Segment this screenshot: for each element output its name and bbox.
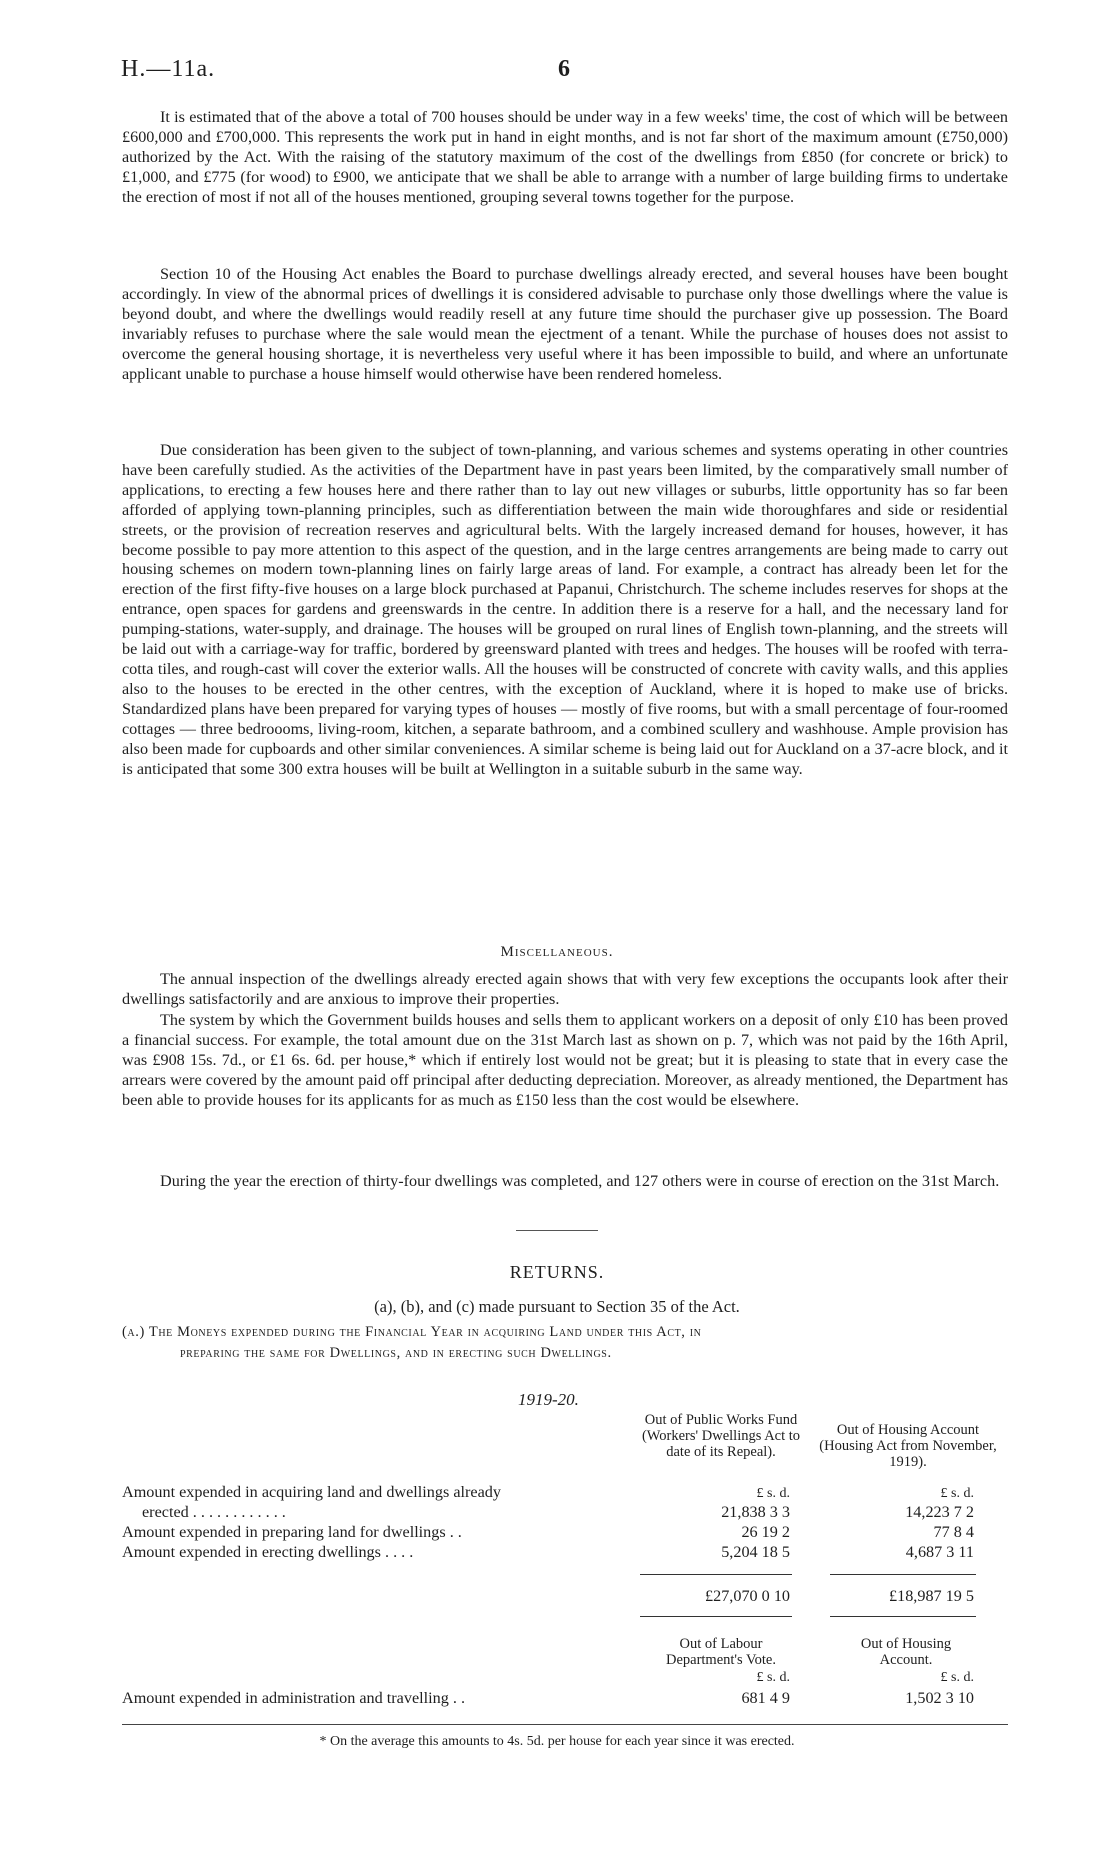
table-cell: 681 4 9 — [741, 1689, 790, 1707]
paragraph-system: The system by which the Government builds houses and sells them to applicant workers on a deposit of only £10 has been proved a financial success. For example, the total amount due on the 31st March last as shown on p. 7, which was not paid by the 16th April, was £908 15s. 7d., or £1 6s. 6d. per house,* which if entirely lost would not be great; but it is pleasing to state that in every case the arrears were covered by the amount paid off principal after deducting depreciation. Moreover, as already mentioned, the Department has been able to provide houses for its applicants for as much as £150 less than the cost would be elsewhere. — [122, 1011, 1008, 1109]
returns-subheading: (a), (b), and (c) made pursuant to Section 35 of the Act. — [374, 1297, 740, 1316]
table-year: 1919-20. — [518, 1390, 579, 1409]
paragraph-section-10: Section 10 of the Housing Act enables the Board to purchase dwellings already erected, and several houses have been bought accordingly. In view of the abnormal prices of dwellings it is considered advisable to purchase only those dwellings where the value is beyond doubt, and where the dwellings would readily resell at any future time should the purchaser give up possession. The Board invariably refuses to purchase where the sale would mean the ejectment of a tenant. While the purchase of houses does not assist to overcome the general housing shortage, it is nevertheless very useful where it has been impossible to build, and where an unfortunate applicant unable to purchase a house himself would otherwise have been rendered homeless. — [122, 265, 1008, 383]
table-rule — [640, 1616, 792, 1617]
table-cell: 77 8 4 — [933, 1523, 974, 1541]
table-cell: 4,687 3 11 — [905, 1543, 974, 1561]
table-cell: 14,223 7 2 — [905, 1503, 974, 1521]
footnote: * On the average this amounts to 4s. 5d. per house for each year since it was erected. — [319, 1734, 795, 1749]
column-header-housing-account-2: Out of Housing Account. — [860, 1636, 952, 1668]
section-heading-miscellaneous: Miscellaneous. — [500, 944, 614, 960]
table-row-label: Amount expended in administration and travelling . . — [122, 1689, 466, 1707]
units-label: £ s. d. — [756, 1486, 790, 1501]
table-row-label: Amount expended in erecting dwellings . . . . — [122, 1543, 414, 1561]
table-row-label: Amount expended in acquiring land and dwellings already — [122, 1483, 501, 1501]
document-code: H.—11a. — [121, 56, 216, 82]
divider — [516, 1230, 598, 1231]
table-rule — [830, 1616, 976, 1617]
table-rule — [640, 1574, 792, 1575]
paragraph-inspection: The annual inspection of the dwellings already erected again shows that with very few exceptions the occupants look after their dwellings satisfactorily and are anxious to improve their properties. — [122, 970, 1008, 1008]
column-header-labour-vote: Out of Labour Department's Vote. — [665, 1636, 776, 1668]
table-total: £27,070 0 10 — [705, 1587, 790, 1605]
table-total: £18,987 19 5 — [889, 1587, 974, 1605]
column-header-housing-account: Out of Housing Account (Housing Act from November, 1919). — [819, 1422, 997, 1470]
units-label: £ s. d. — [940, 1670, 974, 1685]
table-cell: 1,502 3 10 — [905, 1689, 974, 1707]
page-number: 6 — [558, 56, 570, 82]
units-label: £ s. d. — [940, 1486, 974, 1501]
units-label: £ s. d. — [756, 1670, 790, 1685]
table-cell: 5,204 18 5 — [721, 1543, 790, 1561]
footnote-rule — [122, 1724, 1008, 1725]
table-rule — [830, 1574, 976, 1575]
paragraph-estimate: It is estimated that of the above a total of 700 houses should be under way in a few weeks' time, the cost of which will be between £600,000 and £700,000. This represents the work put in hand in eight months, and is not far short of the maximum amount (£750,000) authorized by the Act. With the raising of the statutory maximum of the cost of the dwellings from £850 (for concrete or brick) to £1,000, and £775 (for wood) to £900, we anticipate that we shall be able to arrange with a number of large building firms to undertake the erection of most if not all of the houses mentioned, grouping several towns together for the purpose. — [122, 108, 1008, 206]
table-row-label: erected . . . . . . . . . . . . — [142, 1503, 286, 1521]
returns-heading: RETURNS. — [509, 1262, 605, 1282]
table-cell: 26 19 2 — [741, 1523, 790, 1541]
returns-section-a-title: (a.) The Moneys expended during the Financial Year in acquiring Land under this Act, in preparing the same for Dwellings, and in erecting such Dwellings. — [122, 1324, 702, 1361]
table-row-label: Amount expended in preparing land for dwellings . . — [122, 1523, 462, 1541]
column-header-public-works: Out of Public Works Fund (Workers' Dwellings Act to date of its Repeal). — [641, 1412, 801, 1460]
paragraph-erection: During the year the erection of thirty-four dwellings was completed, and 127 others were in course of erection on the 31st March. — [160, 1172, 1000, 1190]
table-cell: 21,838 3 3 — [721, 1503, 790, 1521]
paragraph-town-planning: Due consideration has been given to the subject of town-planning, and various schemes and systems operating in other countries have been carefully studied. As the activities of the Department have in past years been limited, by the comparatively small number of applications, to erecting a few houses here and there rather than to lay out new villages or suburbs, little opportunity has so far been afforded of applying town-planning principles, such as differentiation between the main wide thoroughfares and side or residential streets, or the provision of recreation reserves and agricultural belts. With the largely increased demand for houses, however, it has become possible to pay more attention to this aspect of the question, and in the large centres arrangements are being made to carry out housing schemes on modern town-planning lines on fairly large areas of land. For example, a contract has already been let for the erection of the first fifty-five houses on a large block purchased at Papanui, Christchurch. The scheme includes reserves for shops at the entrance, open spaces for gardens and greenswards in the centre. In addition there is a reserve for a hall, and the necessary land for pumping-stations, water-supply, and drainage. The houses will be grouped on rural lines of English town-planning, and the streets will be laid out with a carriage-way for traffic, bordered by greensward planted with trees and hedges. The houses will be roofed with terra-cotta tiles, and rough-cast will cover the exterior walls. All the houses will be constructed of concrete with cavity walls, and this applies also to the houses to be erected in the other centres, with the exception of Auckland, where it is hoped to make use of bricks. Standardized plans have been prepared for varying types of houses — mostly of five rooms, but with a small percentage of four-roomed cottages — three bedroooms, living-room, kitchen, a separate bathroom, and a combined scullery and washhouse. Ample provision has also been made for cupboards and other similar conveniences. A similar scheme is being laid out for Auckland on a 37-acre block, and it is anticipated that some 300 extra houses will be built at Wellington in a suitable suburb in the same way. — [122, 441, 1008, 778]
